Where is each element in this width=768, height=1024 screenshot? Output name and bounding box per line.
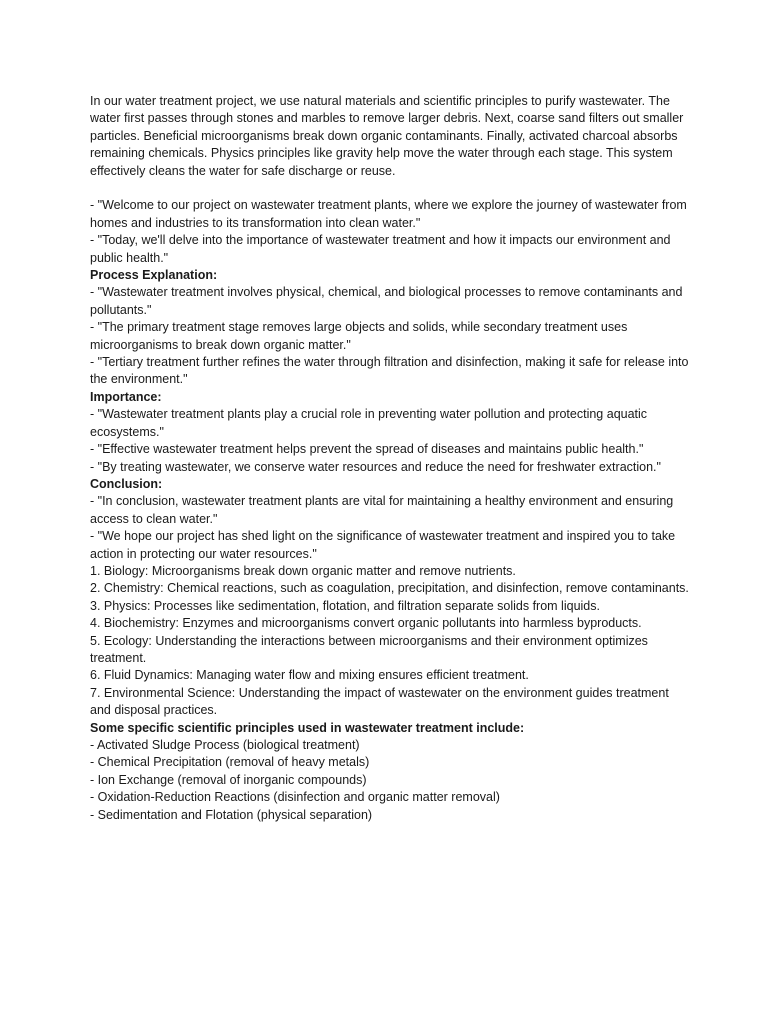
conclusion-heading: Conclusion: xyxy=(90,476,163,491)
process-heading: Process Explanation: xyxy=(90,268,218,283)
conclusion-line: - "We hope our project has shed light on the significance of wastewater treatment and inspired you to take action in protecting our water resources." xyxy=(90,529,676,561)
discipline-item: 3. Physics: Processes like sedimentation, flotation, and filtration separate solids from liquids. xyxy=(90,598,600,613)
intro-paragraph: In our water treatment project, we use natural materials and scientific principles to purify wastewater. The water first passes through stones and marbles to remove larger debris. Next, coarse sand filters out smaller particles. Beneficial microorganisms break down organic contaminants. Finally, activated charcoal absorbs remaining chemicals. Physics principles like gravity help move the water through each stage. This system effectively cleans the water for safe discharge or reuse. xyxy=(90,94,684,178)
principle-item: - Ion Exchange (removal of inorganic compounds) xyxy=(90,772,367,787)
discipline-item: 6. Fluid Dynamics: Managing water flow and mixing ensures efficient treatment. xyxy=(90,668,529,683)
importance-line: - "By treating wastewater, we conserve water resources and reduce the need for freshwater extraction." xyxy=(90,459,661,474)
process-line: - "Tertiary treatment further refines the water through filtration and disinfection, making it safe for release into the environment." xyxy=(90,355,689,387)
principle-item: - Oxidation-Reduction Reactions (disinfection and organic matter removal) xyxy=(90,790,500,805)
principle-item: - Chemical Precipitation (removal of heavy metals) xyxy=(90,755,370,770)
importance-line: - "Wastewater treatment plants play a crucial role in preventing water pollution and protecting aquatic ecosystems." xyxy=(90,407,648,439)
document-page xyxy=(90,93,690,824)
discipline-item: 2. Chemistry: Chemical reactions, such as coagulation, precipitation, and disinfection, remove contaminants. xyxy=(90,581,689,596)
conclusion-line: - "In conclusion, wastewater treatment plants are vital for maintaining a healthy environment and ensuring access to clean water." xyxy=(90,494,674,526)
process-line: - "The primary treatment stage removes large objects and solids, while secondary treatment uses microorganisms to break down organic matter." xyxy=(90,320,628,352)
discipline-item: 1. Biology: Microorganisms break down organic matter and remove nutrients. xyxy=(90,563,516,578)
opening-line: - "Today, we'll delve into the importance of wastewater treatment and how it impacts our environment and public health." xyxy=(90,233,671,265)
importance-heading: Importance: xyxy=(90,389,162,404)
discipline-item: 4. Biochemistry: Enzymes and microorganisms convert organic pollutants into harmless byproducts. xyxy=(90,616,642,631)
opening-line: - "Welcome to our project on wastewater treatment plants, where we explore the journey of wastewater from homes and industries to its transformation into clean water." xyxy=(90,198,687,230)
principle-item: - Activated Sludge Process (biological treatment) xyxy=(90,738,360,753)
discipline-item: 5. Ecology: Understanding the interactions between microorganisms and their environment optimizes treatment. xyxy=(90,633,648,665)
importance-line: - "Effective wastewater treatment helps prevent the spread of diseases and maintains public health." xyxy=(90,442,644,457)
principles-heading: Some specific scientific principles used in wastewater treatment include: xyxy=(90,720,525,735)
process-line: - "Wastewater treatment involves physical, chemical, and biological processes to remove contaminants and pollutants." xyxy=(90,285,683,317)
discipline-item: 7. Environmental Science: Understanding the impact of wastewater on the environment guides treatment and disposal practices. xyxy=(90,685,669,718)
principle-item: - Sedimentation and Flotation (physical separation) xyxy=(90,807,373,822)
paragraph-gap xyxy=(90,180,690,197)
